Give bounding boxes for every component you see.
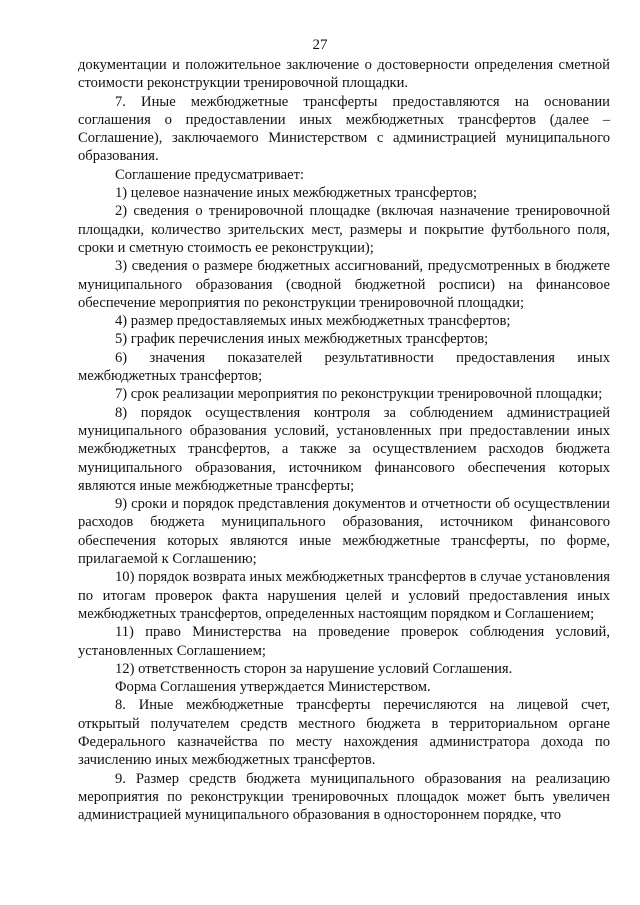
paragraph: 6) значения показателей результативности предоставления иных межбюджетных трансфертов; [78, 349, 610, 385]
paragraph: 5) график перечисления иных межбюджетных трансфертов; [115, 331, 489, 348]
paragraph: 8. Иные межбюджетные трансферты перечисляются на лицевой счет, открытый получателем средств местного бюджета в территориальном органе Федерального казначейства по месту нахождения администратора дохода по зачислению иных межбюджетных трансфертов. [78, 697, 610, 769]
paragraph: 11) право Министерства на проведение проверок соблюдения условий, установленных Соглашением; [78, 624, 610, 659]
paragraph: 9. Размер средств бюджета муниципального образования на реализацию мероприятия по реконструкции тренировочных площадок может быть увеличен администрацией муниципального образования в одностороннем порядке, что [78, 770, 610, 824]
paragraph: 1) целевое назначение иных межбюджетных трансфертов; [115, 185, 478, 202]
paragraph: Форма Соглашения утверждается Министерством. [115, 679, 431, 696]
paragraph: 8) порядок осуществления контроля за соблюдением администрацией муниципального образования условий, установленных при предоставлении иных межбюджетных трансфертов, а также за осуществлением расходов бюджета муниципального образования, источником финансового обеспечения которых являются иные межбюджетные трансферты; [78, 404, 610, 494]
paragraph: 10) порядок возврата иных межбюджетных трансфертов в случае установления по итогам проверок факта нарушения целей и условий предоставления иных межбюджетных трансфертов, определенных настоящим порядком и Соглашением; [78, 569, 610, 622]
document-body [78, 56, 610, 824]
paragraph: 12) ответственность сторон за нарушение условий Соглашения. [115, 660, 513, 677]
paragraph: 7) срок реализации мероприятия по реконструкции тренировочной площадки; [115, 386, 603, 403]
paragraph: 9) сроки и порядок представления документов и отчетности об осуществлении расходов бюджета муниципального образования, источником финансового обеспечения которых являются иные межбюджетные трансферты, по форме, прилагаемой к Соглашению; [78, 496, 610, 568]
paragraph: Соглашение предусматривает: [115, 166, 305, 183]
paragraph: 7. Иные межбюджетные трансферты предоставляются на основании соглашения о предоставлении иных межбюджетных трансфертов (далее – Соглашение), заключаемого Министерством с администрацией муниципального образования. [78, 93, 610, 165]
paragraph: 4) размер предоставляемых иных межбюджетных трансфертов; [115, 313, 511, 330]
page-number: 27 [312, 37, 328, 53]
paragraph: 2) сведения о тренировочной площадке (включая назначение тренировочной площадки, количество зрительских мест, размеры и покрытие футбольного поля, сроки и сметную стоимость ее реконструкции); [78, 203, 610, 256]
paragraph: 3) сведения о размере бюджетных ассигнований, предусмотренных в бюджете муниципального образования (сводной бюджетной росписи) на финансовое обеспечение мероприятия по реконструкции тренировочной площадки; [78, 258, 610, 311]
paragraph: документации и положительное заключение о достоверности определения сметной стоимости реконструкции тренировочной площадки. [78, 57, 610, 92]
